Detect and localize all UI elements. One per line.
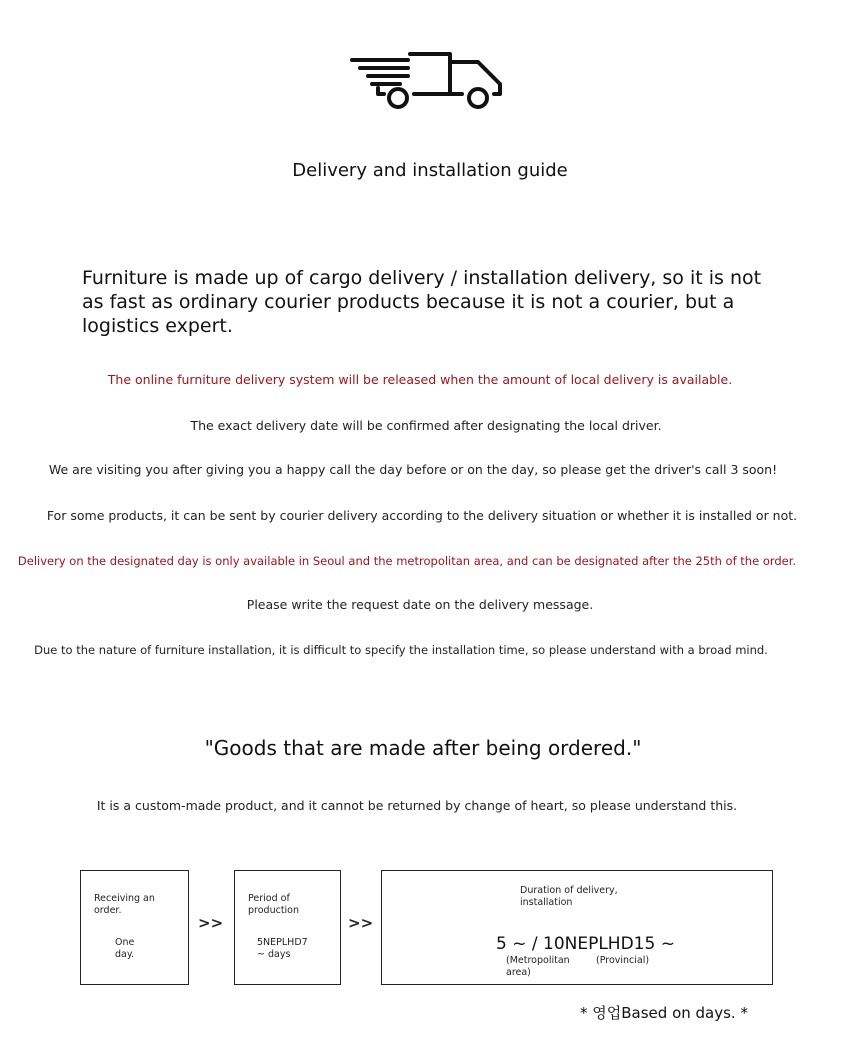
metropolitan-label: (Metropolitan area) bbox=[506, 955, 570, 978]
custom-quote: "Goods that are made after being ordered." bbox=[204, 736, 642, 760]
footnote: * 영업Based on days. * bbox=[580, 1004, 748, 1022]
flow-arrow: >> bbox=[348, 914, 374, 932]
notice-happy-call: We are visiting you after giving you a happy call the day before or on the day, so please get the driver's call 3 soon! bbox=[48, 462, 778, 477]
page-title: Delivery and installation guide bbox=[292, 160, 568, 181]
notice-designated-day: Delivery on the designated day is only available in Seoul and the metropolitan area, and can be designated after the 25th of the order. bbox=[17, 554, 797, 568]
notice-delivery-date: The exact delivery date will be confirmed after designating the local driver. bbox=[190, 418, 662, 433]
flow-arrow: >> bbox=[198, 914, 224, 932]
step-receiving-order bbox=[80, 870, 189, 985]
step-title: Duration of delivery, installation bbox=[520, 885, 618, 908]
notice-release: The online furniture delivery system will be released when the amount of local delivery is available. bbox=[107, 372, 733, 387]
step-title: Period of production bbox=[248, 893, 300, 916]
step-value: 5NEPLHD7 ~ days bbox=[257, 937, 308, 960]
step-title: Receiving an order. bbox=[94, 893, 155, 916]
delivery-range: 5 ~ / 10NEPLHD15 ~ bbox=[496, 934, 675, 954]
notice-installation-time: Due to the nature of furniture installation, it is difficult to specify the installation time, so please understand with a broad mind. bbox=[34, 643, 768, 657]
step-production bbox=[234, 870, 341, 985]
notice-request-date: Please write the request date on the delivery message. bbox=[246, 597, 594, 612]
lead-paragraph: Furniture is made up of cargo delivery / installation delivery, so it is not as fast as ordinary courier products because it is not a courier, but a logistics expert. bbox=[82, 267, 762, 337]
custom-note: It is a custom-made product, and it cannot be returned by change of heart, so please understand this. bbox=[96, 798, 738, 813]
notice-courier: For some products, it can be sent by courier delivery according to the delivery situation or whether it is installed or not. bbox=[46, 508, 798, 523]
provincial-label: (Provincial) bbox=[596, 955, 650, 966]
step-value: One day. bbox=[115, 937, 135, 960]
step-delivery-installation bbox=[381, 870, 773, 985]
delivery-truck-icon bbox=[350, 48, 505, 114]
